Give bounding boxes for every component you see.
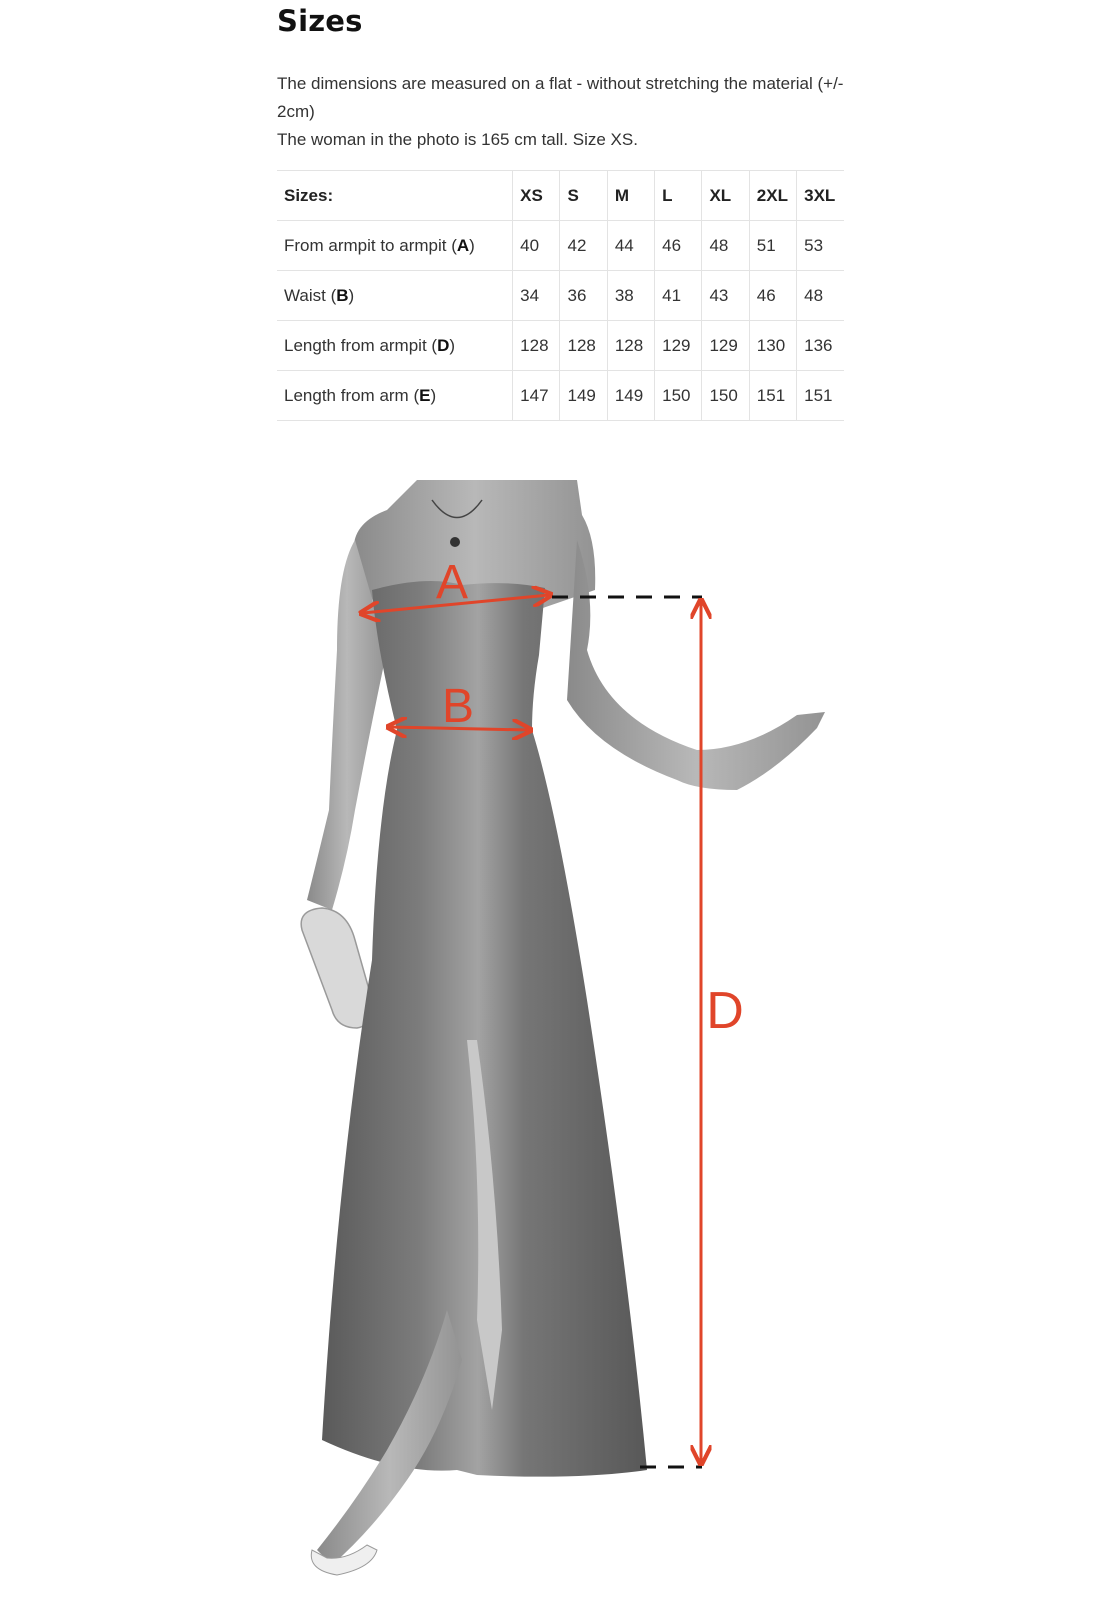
table-cell: 128 <box>560 321 607 371</box>
table-cell: 129 <box>702 321 749 371</box>
row-label: Length from arm (E) <box>277 371 513 421</box>
row-code: E <box>419 385 431 405</box>
size-table-header-label: Sizes: <box>277 171 513 221</box>
table-row <box>277 271 844 321</box>
table-cell: 130 <box>749 321 796 371</box>
table-cell: 43 <box>702 271 749 321</box>
table-row <box>277 321 844 371</box>
measure-d-label: D <box>706 982 744 1040</box>
table-cell: 38 <box>607 271 654 321</box>
size-header-s: S <box>560 171 607 221</box>
table-cell: 48 <box>797 271 844 321</box>
intro-model-height: The woman in the photo is 165 cm tall. Size XS. <box>277 130 638 149</box>
table-cell: 41 <box>655 271 702 321</box>
table-cell: 51 <box>749 221 796 271</box>
table-cell: 34 <box>513 271 560 321</box>
table-cell: 128 <box>513 321 560 371</box>
size-header-xs: XS <box>513 171 560 221</box>
table-cell: 150 <box>702 371 749 421</box>
measure-a-label: A <box>435 556 469 609</box>
table-cell: 46 <box>655 221 702 271</box>
table-row <box>277 221 844 271</box>
necklace-pendant <box>450 537 460 547</box>
table-cell: 53 <box>797 221 844 271</box>
size-header-m: M <box>607 171 654 221</box>
clutch-bag <box>301 908 372 1028</box>
size-header-2xl: 2XL <box>749 171 796 221</box>
table-cell: 128 <box>607 321 654 371</box>
table-cell: 149 <box>607 371 654 421</box>
size-table <box>277 170 844 421</box>
table-cell: 46 <box>749 271 796 321</box>
table-cell: 151 <box>797 371 844 421</box>
size-header-3xl: 3XL <box>797 171 844 221</box>
row-label: Length from armpit (D) <box>277 321 513 371</box>
page-title: Sizes <box>277 4 363 38</box>
table-cell: 129 <box>655 321 702 371</box>
table-row <box>277 371 844 421</box>
table-cell: 42 <box>560 221 607 271</box>
size-table-header-row <box>277 171 844 221</box>
row-code: D <box>437 335 450 355</box>
row-label: Waist (B) <box>277 271 513 321</box>
measure-b-label: B <box>441 680 475 733</box>
intro-text <box>277 70 847 154</box>
size-header-xl: XL <box>702 171 749 221</box>
table-cell: 151 <box>749 371 796 421</box>
model-right-arm <box>567 540 825 790</box>
table-cell: 136 <box>797 321 844 371</box>
table-cell: 147 <box>513 371 560 421</box>
intro-measurement-note: The dimensions are measured on a flat - without stretching the material (+/- 2cm) <box>277 74 844 121</box>
table-cell: 44 <box>607 221 654 271</box>
size-header-l: L <box>655 171 702 221</box>
row-code: B <box>336 285 349 305</box>
table-cell: 48 <box>702 221 749 271</box>
table-cell: 150 <box>655 371 702 421</box>
table-cell: 36 <box>560 271 607 321</box>
row-label: From armpit to armpit (A) <box>277 221 513 271</box>
table-cell: 149 <box>560 371 607 421</box>
table-cell: 40 <box>513 221 560 271</box>
row-code: A <box>456 235 470 255</box>
dress-measurement-illustration <box>277 480 847 1600</box>
